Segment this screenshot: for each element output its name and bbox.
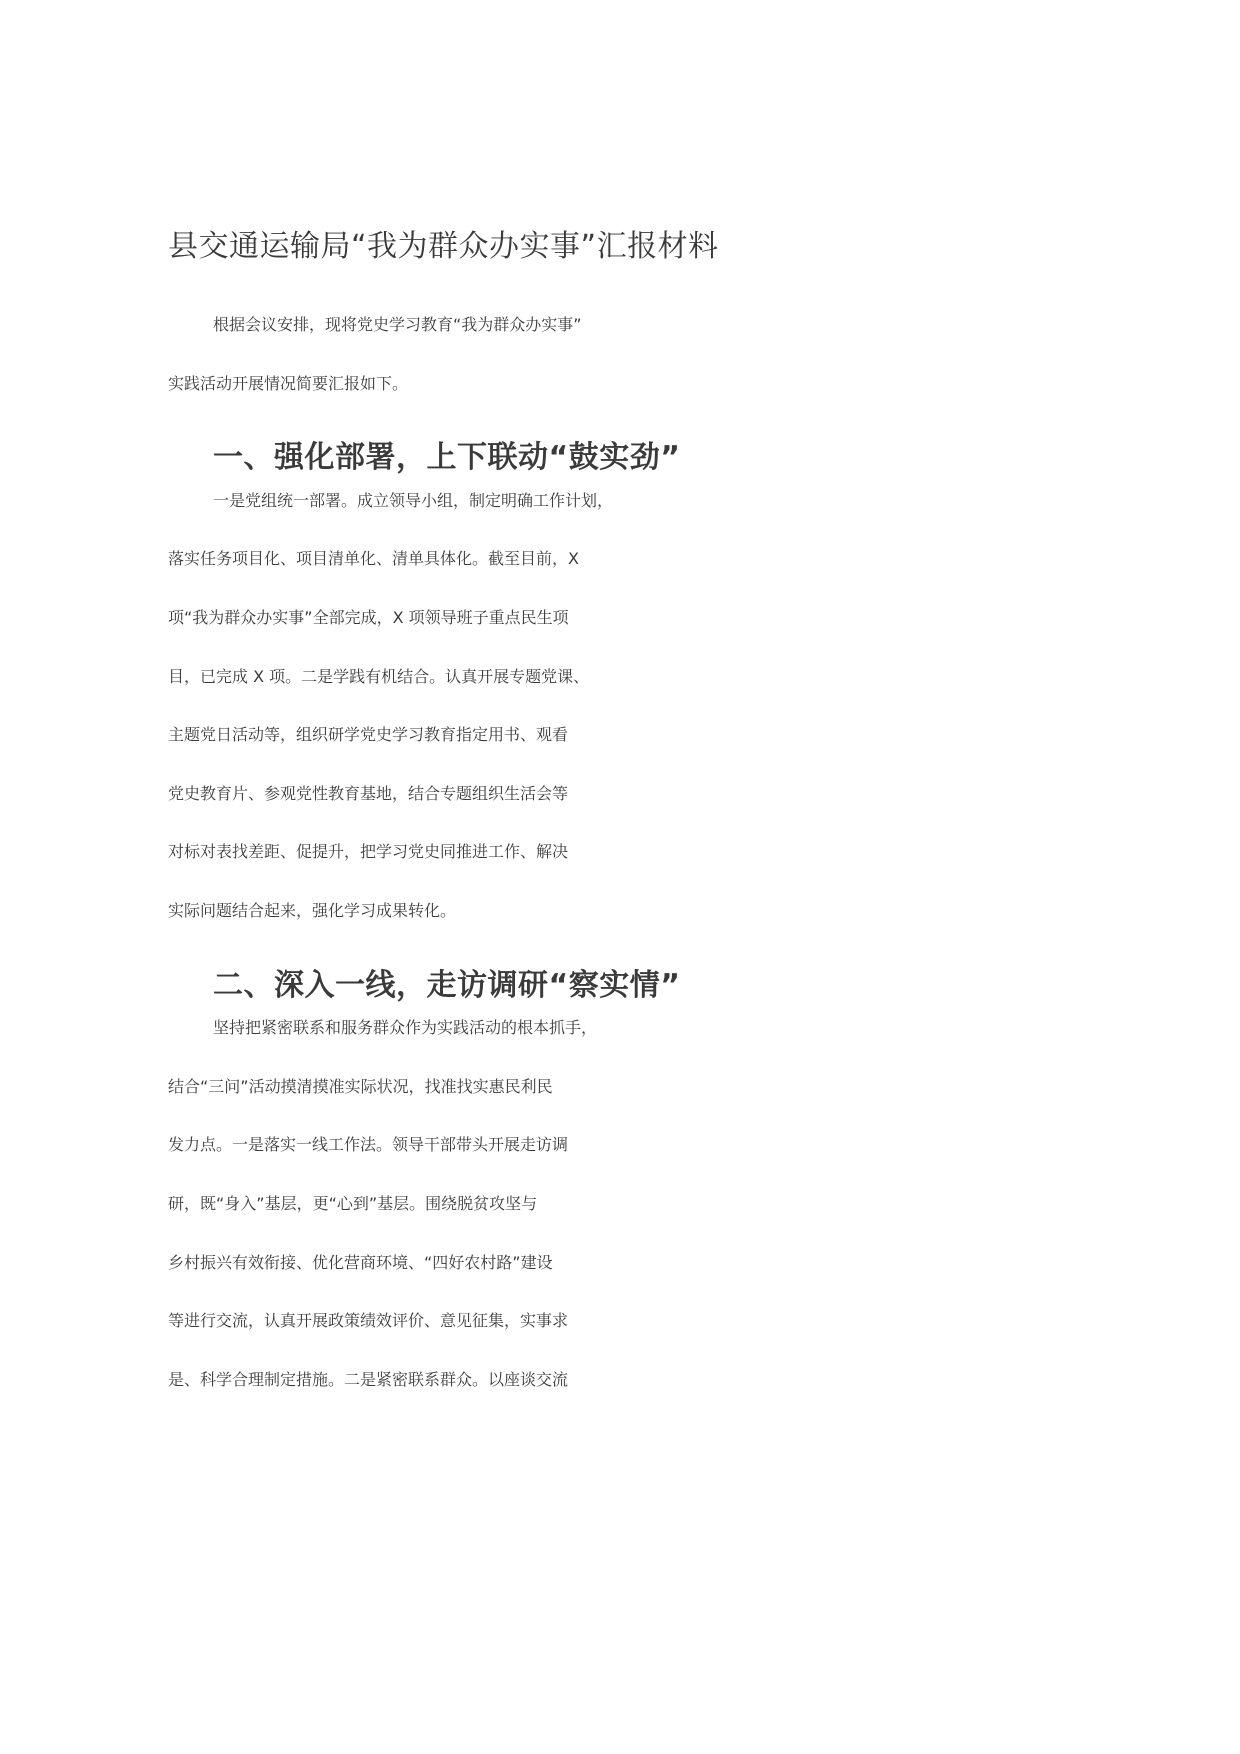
document-page	[168, 222, 978, 1425]
text-line: 等进行交流，认真开展政策绩效评价、意见征集，实事求	[168, 1311, 569, 1331]
text-line: 实践活动开展情况简要汇报如下。	[168, 373, 409, 393]
text-line: 根据会议安排，现将党史学习教育“我为群众办实事”	[213, 315, 582, 334]
text-line: 目，已完成 X 项。二是学践有机结合。认真开展专题党课、	[168, 666, 590, 686]
intro-paragraph	[168, 312, 978, 429]
text-line: 一是党组统一部署。成立领导小组，制定明确工作计划，	[213, 490, 614, 510]
text-line: 乡村振兴有效衔接、优化营商环境、“四好农村路”建设	[168, 1252, 553, 1272]
text-line: 是、科学合理制定措施。二是紧密联系群众。以座谈交流	[168, 1369, 569, 1389]
section-paragraph	[168, 488, 978, 957]
text-line: 发力点。一是落实一线工作法。领导干部带头开展走访调	[168, 1135, 569, 1155]
text-line: 落实任务项目化、项目清单化、清单具体化。截至目前，X	[168, 549, 579, 569]
section-1	[168, 429, 978, 956]
text-line: 党史教育片、参观党性教育基地，结合专题组织生活会等	[168, 783, 569, 803]
section-heading: 一、强化部署，上下联动“鼓实劲”	[213, 440, 681, 476]
text-line: 实际问题结合起来，强化学习成果转化。	[168, 900, 457, 920]
section-2	[168, 957, 978, 1426]
text-line: 对标对表找差距、促提升，把学习党史同推进工作、解决	[168, 842, 569, 862]
section-heading: 二、深入一线，走访调研“察实情”	[213, 967, 681, 1003]
document-title: 县交通运输局“我为群众办实事”汇报材料	[168, 229, 719, 264]
text-line: 坚持把紧密联系和服务群众作为实践活动的根本抓手，	[213, 1018, 598, 1038]
text-line: 主题党日活动等，组织研学党史学习教育指定用书、观看	[168, 725, 569, 745]
text-line: 研，既“身入”基层，更“心到”基层。围绕脱贫攻坚与	[168, 1193, 538, 1213]
section-paragraph	[168, 1015, 978, 1425]
text-line: 结合“三问”活动摸清摸准实际状况，找准找实惠民利民	[168, 1076, 553, 1096]
text-line: 项“我为群众办实事”全部完成，X 项领导班子重点民生项	[168, 607, 569, 627]
